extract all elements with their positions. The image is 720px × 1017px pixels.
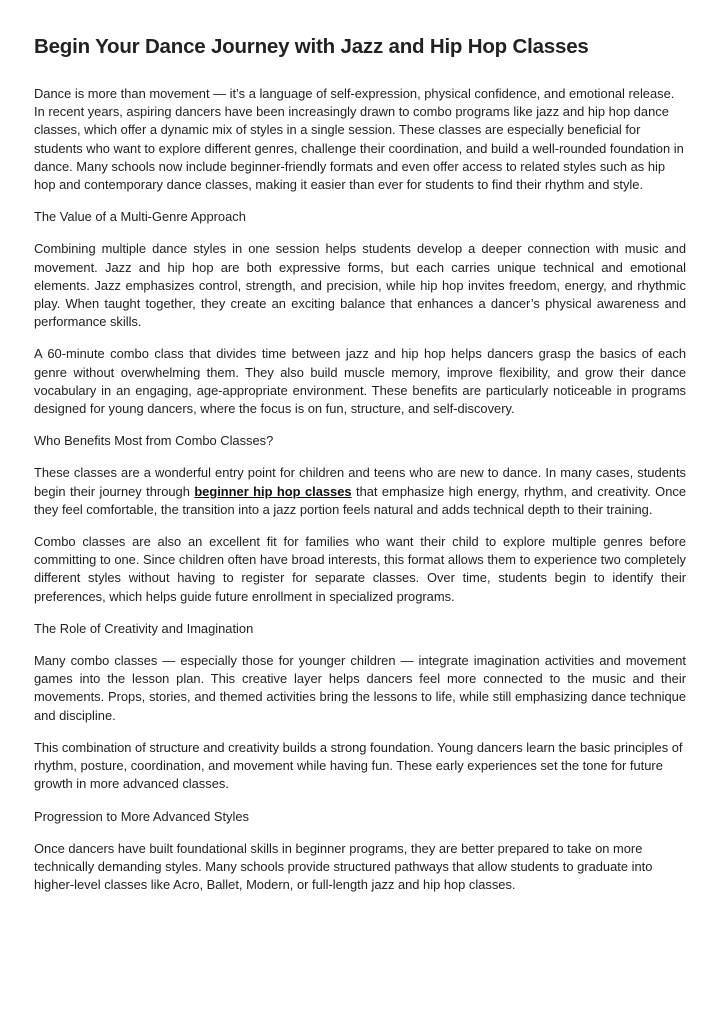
paragraph-multi-genre-1: Combining multiple dance styles in one session helps students develop a deeper connection with music and movement. Jazz and hip hop are both expressive forms, but each carries unique technical and emotional elements. Jazz emphasizes control, strength, and precision, while hip hop invites freedom, energy, and rhythmic play. When taught together, they create an exciting balance that enhances a dancer’s physical awareness and performance skills. [34,241,686,330]
section-heading-creativity: The Role of Creativity and Imagination [34,620,254,636]
section-heading-who-benefits: Who Benefits Most from Combo Classes? [34,433,274,449]
paragraph-who-benefits-2: Combo classes are also an excellent fit for families who want their child to explore multiple genres before committing to one. Since children often have broad interests, this format allows them to experience two completely different styles without having to register for separate classes. Over time, students begin to identify their preferences, which helps guide future enrollment in specialized programs. [34,534,686,604]
paragraph-creativity-2: This combination of structure and creativity builds a strong foundation. Young dancers learn the basic principles of rhythm, posture, coordination, and movement while having fun. These early experiences set the tone for future growth in more advanced classes. [34,739,683,792]
paragraph-text: These classes are a wonderful entry point for children and teens who are new to dance. In many cases, students begin their journey through [34,465,686,499]
section-heading-progression: Progression to More Advanced Styles [34,808,249,824]
paragraph-progression-1: Once dancers have built foundational skills in beginner programs, they are better prepared to take on more technically demanding styles. Many schools provide structured pathways that allow students to graduate into higher-level classes like Acro, Ballet, Modern, or full-length jazz and hip hop classes. [34,840,653,893]
paragraph-who-benefits-1 [34,464,686,519]
section-heading-multi-genre: The Value of a Multi-Genre Approach [34,209,246,225]
beginner-hip-hop-classes-link[interactable]: beginner hip hop classes [194,483,352,499]
page-title: Begin Your Dance Journey with Jazz and Hip Hop Classes [34,35,589,58]
intro-paragraph: Dance is more than movement — it’s a language of self-expression, physical confidence, and emotional release. In recent years, aspiring dancers have been increasingly drawn to combo programs like jazz and hip hop dance classes, which offer a dynamic mix of styles in a single session. These classes are especially beneficial for students who want to explore different genres, challenge their coordination, and build a well-rounded foundation in dance. Many schools now include beginner-friendly formats and even offer access to related styles such as hip hop and contemporary dance classes, making it easier than ever for students to find their rhythm and style. [34,86,684,193]
paragraph-multi-genre-2: A 60-minute combo class that divides time between jazz and hip hop helps dancers grasp the basics of each genre without overwhelming them. They also build muscle memory, improve flexibility, and grow their dance vocabulary in an engaging, age-appropriate environment. These benefits are particularly noticeable in programs designed for young dancers, where the focus is on fun, structure, and self-discovery. [34,346,686,417]
paragraph-creativity-1: Many combo classes — especially those for younger children — integrate imagination activities and movement games into the lesson plan. This creative layer helps dancers feel more connected to the music and their movements. Props, stories, and themed activities bring the lessons to life, while still emphasizing dance technique and discipline. [34,653,686,723]
paragraph-text: that emphasize high energy, rhythm, and creativity. Once they feel comfortable, the transition into a jazz portion feels natural and adds technical depth to their training. [34,483,686,517]
